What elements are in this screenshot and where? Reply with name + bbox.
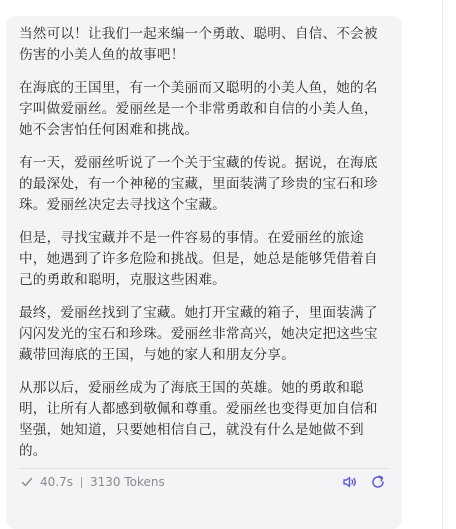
message-paragraph: 有一天，爱丽丝听说了一个关于宝藏的传说。据说，在海底的最深处，有一个神秘的宝藏，里面装满了珍贵的宝石和珍珠。爱丽丝决定去寻找这个宝藏。	[19, 155, 378, 213]
token-count: 3130 Tokens	[89, 475, 165, 489]
message-actions	[342, 474, 386, 490]
message-paragraph: 当然可以！让我们一起来编一个勇敢、聪明、自信、不会被伤害的小美人鱼的故事吧！	[19, 26, 378, 63]
regenerate-icon[interactable]	[370, 474, 386, 490]
message-footer	[19, 469, 388, 495]
check-icon	[19, 474, 35, 490]
message-content	[19, 24, 388, 462]
message-paragraph: 但是，寻找宝藏并不是一件容易的事情。在爱丽丝的旅途中，她遇到了许多危险和挑战。但是，她总是能够凭借着自己的勇敢和聪明，克服这些困难。	[19, 230, 378, 288]
message-meta	[19, 474, 165, 490]
message-paragraph: 最终，爱丽丝找到了宝藏。她打开宝藏的箱子，里面装满了闪闪发光的宝石和珍珠。爱丽丝非常高兴，她决定把这些宝藏带回海底的王国，与她的家人和朋友分享。	[19, 305, 378, 363]
speaker-icon[interactable]	[342, 474, 358, 490]
message-paragraph: 从那以后，爱丽丝成为了海底王国的英雄。她的勇敢和聪明，让所有人都感到敬佩和尊重。爱丽丝也变得更加自信和坚强，她知道，只要她相信自己，就没有什么是她做不到的。	[19, 380, 378, 459]
panel-border	[442, 0, 443, 529]
meta-separator	[81, 477, 82, 488]
message-paragraph: 在海底的王国里，有一个美丽而又聪明的小美人鱼，她的名字叫做爱丽丝。爱丽丝是一个非常勇敢和自信的小美人鱼，她不会害怕任何困难和挑战。	[19, 80, 378, 138]
response-duration: 40.7s	[40, 475, 73, 489]
assistant-message-bubble	[6, 16, 402, 529]
